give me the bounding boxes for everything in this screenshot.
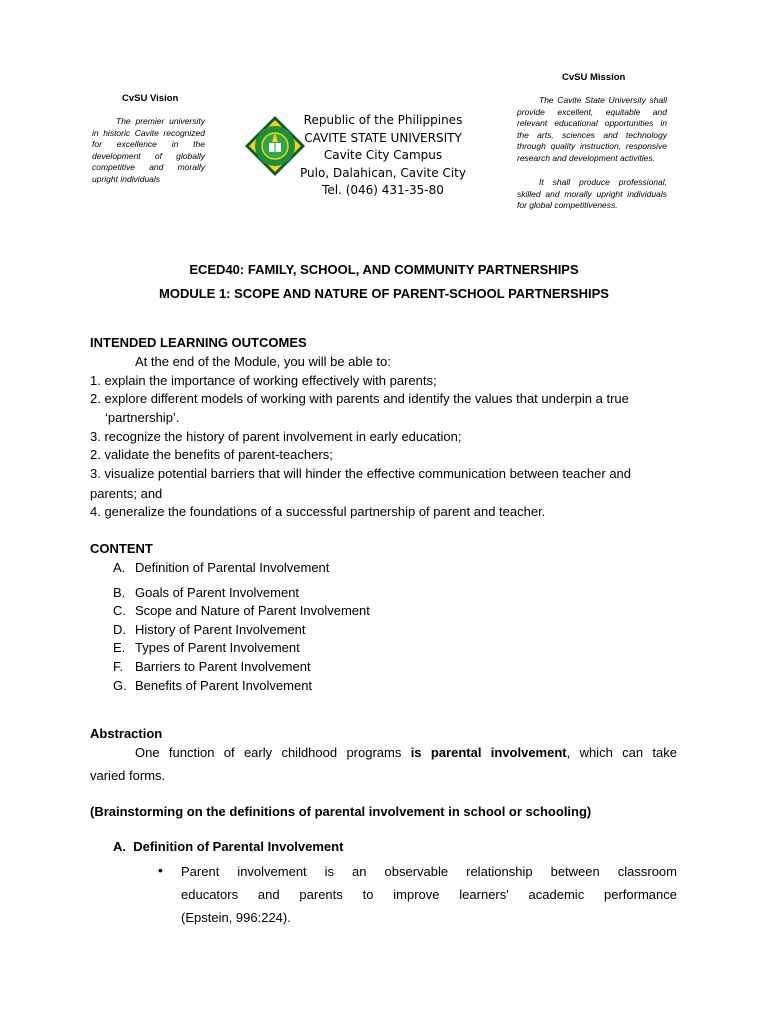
ilo-item: parents; and [90,486,163,501]
university-logo [244,115,306,177]
abstraction-text: One function of early childhood programs [135,745,411,760]
brainstorm-note: (Brainstorming on the definitions of parental involvement in school or schooling) [90,804,592,819]
content-item-letter: A. [113,560,126,575]
header-line: Pulo, Dalahican, Cavite City [300,165,466,180]
content-item-letter: G. [113,678,127,693]
content-item-text: Benefits of Parent Involvement [135,678,313,693]
ilo-intro: At the end of the Module, you will be able to: [135,354,391,369]
university-address-block [298,112,468,200]
content-item-letter: D. [113,622,126,637]
course-title: ECED40: FAMILY, SCHOOL, AND COMMUNITY PARTNERSHIPS [189,262,579,277]
content-item-text: Barriers to Parent Involvement [135,659,311,674]
header-line: Tel. (046) 431-35-80 [322,183,444,197]
vision-title: CvSU Vision [122,93,179,104]
header-line: CAVITE STATE UNIVERSITY [304,130,462,145]
header-line: Republic of the Philippines [303,113,463,127]
ilo-item: 3. recognize the history of parent involvement in early education; [90,429,462,444]
content-item-letter: E. [113,640,126,655]
header-line: Cavite City Campus [323,148,443,162]
mission-text-2: It shall produce professional, skilled and morally upright individuals for global competitiveness. [517,177,667,211]
content-item-text: Goals of Parent Involvement [135,585,300,600]
ilo-item: 4. generalize the foundations of a successful partnership of parent and teacher. [90,504,546,519]
ilo-item: 1. explain the importance of working effectively with parents; [90,373,437,388]
bullet-icon: • [158,862,163,878]
mission-text-1: The Cavite State University shall provide excellent, equitable and relevant educational opportunities in the arts, sciences and technology through quality instruction, responsive research and development activities. [517,95,667,163]
definition-line-1: Parent involvement is an observable relationship between classroom [181,864,677,879]
ilo-heading: INTENDED LEARNING OUTCOMES [90,335,307,350]
ilo-item: 2. validate the benefits of parent-teachers; [90,447,333,462]
abstraction-heading: Abstraction [90,726,163,741]
abstraction-line-1 [90,745,677,760]
content-item-letter: C. [113,603,126,618]
section-a-heading: A. Definition of Parental Involvement [113,839,344,854]
content-item-letter: B. [113,585,126,600]
content-item-text: Types of Parent Involvement [135,640,300,655]
abstraction-emphasis: is parental involvement [410,745,567,760]
module-title: MODULE 1: SCOPE AND NATURE OF PARENT-SCHOOL PARTNERSHIPS [159,286,609,301]
content-heading: CONTENT [90,541,153,556]
abstraction-text: , which can take [566,745,678,760]
definition-line-3: (Epstein, 996:224). [181,910,291,925]
content-item-text: Definition of Parental Involvement [135,560,330,575]
abstraction-line-2: varied forms. [90,768,166,783]
mission-title: CvSU Mission [562,72,626,83]
vision-text: The premier university in historic Cavite recognized for excellence in the development of globally competitive and morally upright individuals [92,116,205,184]
content-item-text: History of Parent Involvement [135,622,306,637]
content-item-text: Scope and Nature of Parent Involvement [135,603,370,618]
definition-line-2: educators and parents to improve learners' academic performance [181,887,677,902]
ilo-item: 3. visualize potential barriers that will hinder the effective communication between teacher and [90,466,632,481]
content-item-letter: F. [113,659,124,674]
ilo-item: ‘partnership’. [105,410,180,425]
ilo-item: 2. explore different models of working with parents and identify the values that underpin a true [90,391,629,406]
